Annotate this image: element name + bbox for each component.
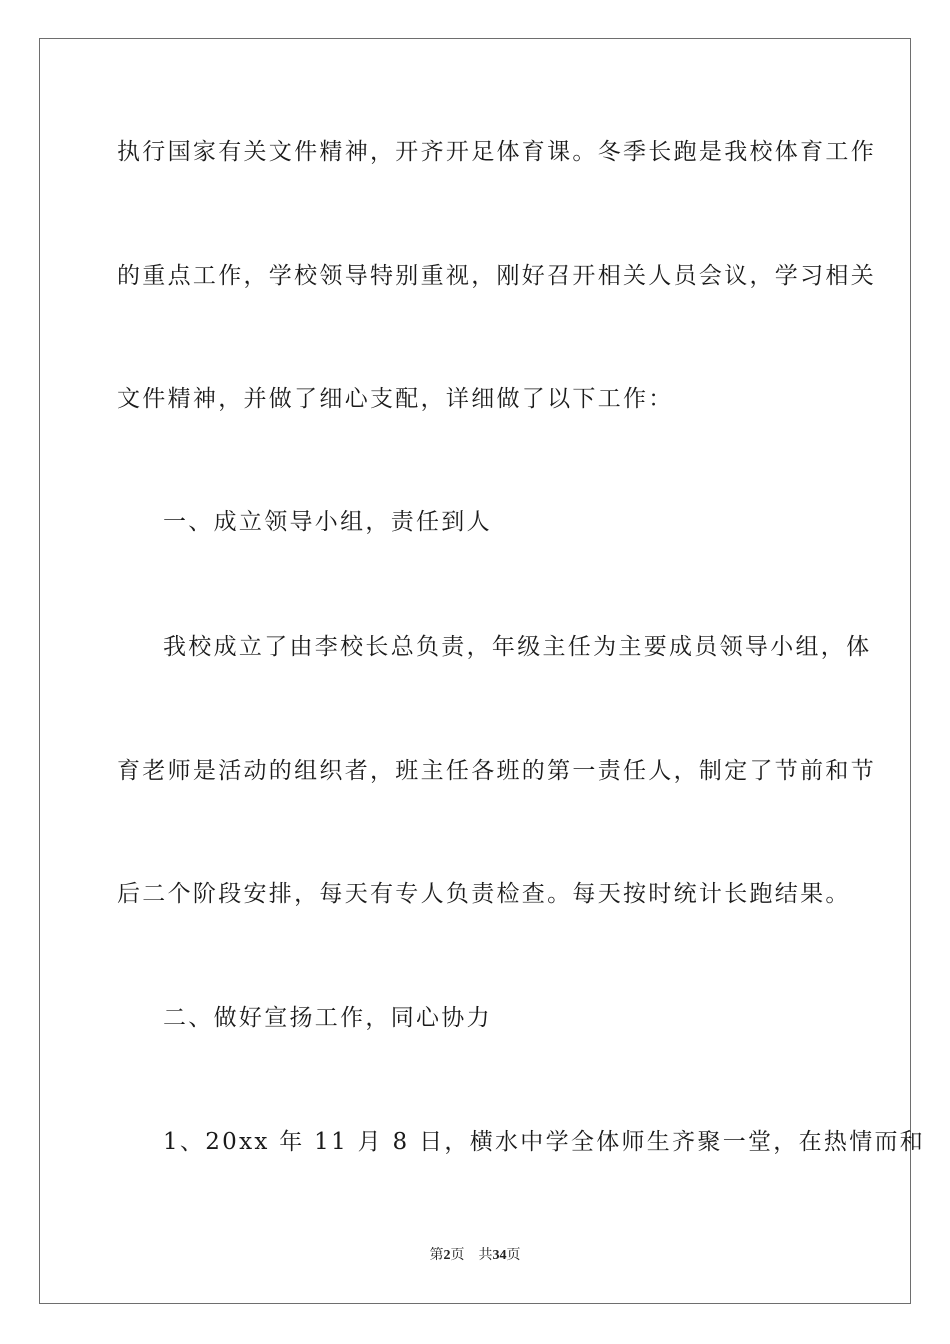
- total-suffix: 页: [506, 1247, 521, 1263]
- total-pages: 34: [492, 1248, 507, 1263]
- paragraph-line-6: 后二个阶段安排，每天有专人负责检查。每天按时统计长跑结果。: [117, 881, 851, 907]
- paragraph-line-3: 文件精神，并做了细心支配，详细做了以下工作：: [117, 386, 674, 412]
- paragraph-line-1: 执行国家有关文件精神，开齐开足体育课。冬季长跑是我校体育工作: [117, 139, 876, 165]
- page-number: 2: [443, 1248, 451, 1263]
- paragraph-line-7: 1、20xx 年 11 月 8 日，横水中学全体师生齐聚一堂，在热情而和: [163, 1129, 926, 1155]
- total-prefix: 共: [478, 1247, 493, 1263]
- page-suffix: 页: [450, 1247, 465, 1263]
- section-heading-2: 二、做好宣扬工作，同心协力: [163, 1005, 492, 1031]
- page-prefix: 第: [429, 1247, 444, 1263]
- paragraph-line-2: 的重点工作，学校领导特别重视，刚好召开相关人员会议，学习相关: [117, 263, 876, 289]
- section-heading-1: 一、成立领导小组，责任到人: [163, 509, 492, 535]
- paragraph-line-4: 我校成立了由李校长总负责，年级主任为主要成员领导小组，体: [163, 634, 872, 660]
- page-footer: [0, 1246, 950, 1265]
- paragraph-line-5: 育老师是活动的组织者，班主任各班的第一责任人，制定了节前和节: [117, 758, 876, 784]
- page-border: [39, 38, 926, 1304]
